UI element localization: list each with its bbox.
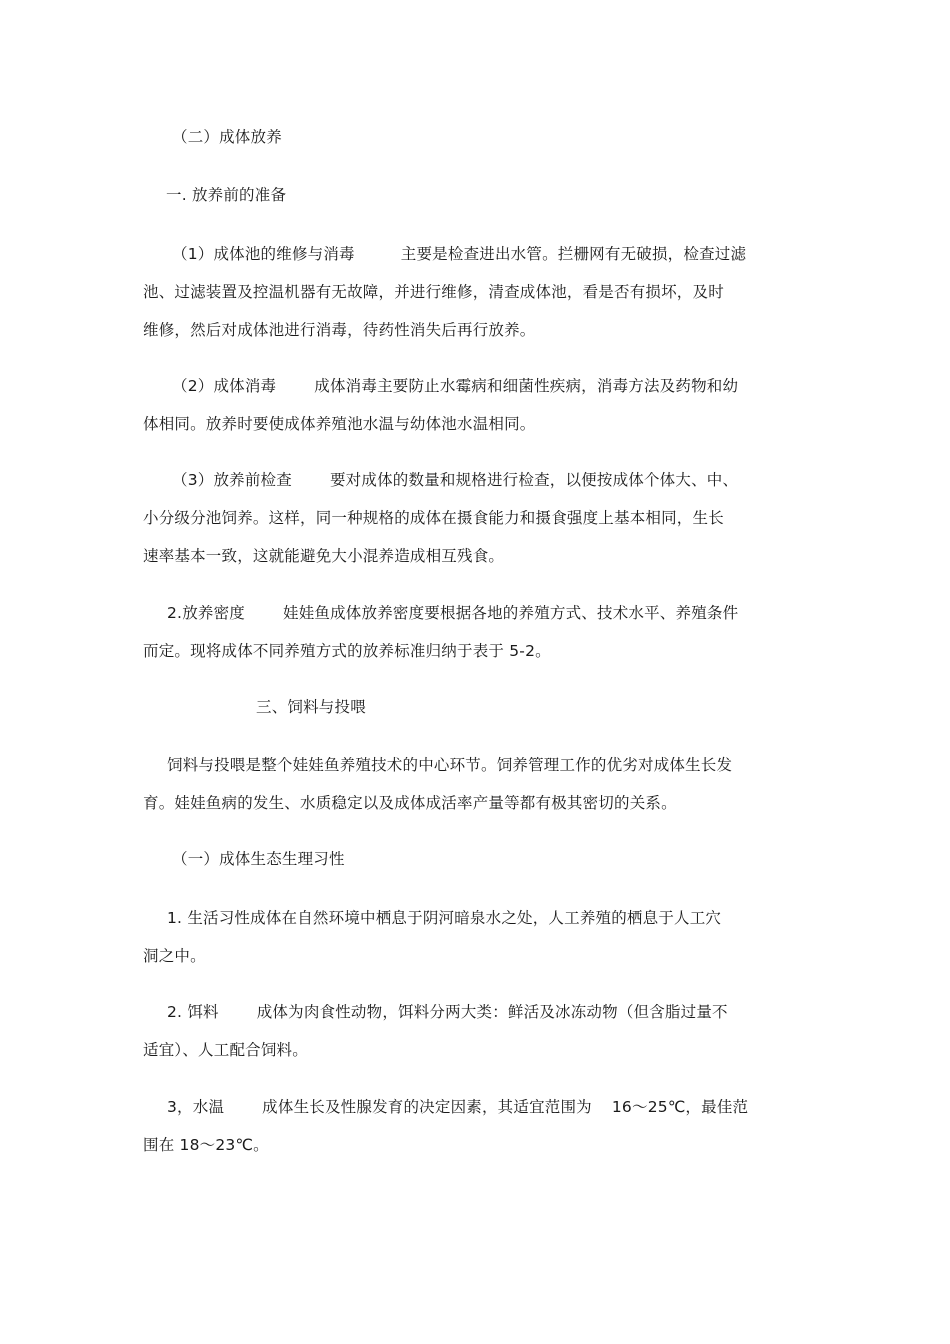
paragraph-label: （3）放养前检查 — [172, 471, 292, 489]
paragraph-water-temperature: 3，水温 成体生长及性腺发育的决定因素，其适宜范围为 16～25℃，最佳范 围在 18～23℃。 — [143, 1098, 749, 1154]
paragraph-adult-disinfection: （2）成体消毒 成体消毒主要防止水霉病和细菌性疾病，消毒方法及药物和幼 体相同。放养时要使成体养殖池水温与幼体池水温相同。 — [143, 377, 739, 433]
paragraph-label: （1）成体池的维修与消毒 — [172, 245, 355, 263]
paragraph-bait: 2. 饵料 成体为肉食性动物，饵料分两大类：鲜活及冰冻动物（但含脂过量不 适宜）、人工配合饲料。 — [143, 1003, 728, 1059]
paragraph-pond-maintenance: （1）成体池的维修与消毒 主要是检查进出水管。拦栅网有无破损，检查过滤 池、过滤装置及控温机器有无故障，并进行维修，清查成体池，看是否有损坏，及时 维修，然后对成体池进行消毒，待药性消失后再行放养。 — [143, 245, 747, 339]
paragraph-stocking-density: 2.放养密度 娃娃鱼成体放养密度要根据各地的养殖方式、技术水平、养殖条件 而定。现将成体不同养殖方式的放养标准归纳于表于 5-2。 — [143, 604, 739, 660]
paragraph-label: 2.放养密度 — [167, 604, 245, 622]
paragraph-feeding-intro: 饲料与投喂是整个娃娃鱼养殖技术的中心环节。饲养管理工作的优劣对成体生长发 育。娃娃鱼病的发生、水质稳定以及成体成活率产量等都有极其密切的关系。 — [143, 756, 733, 812]
heading-feed-and-feeding: 三、饲料与投喂 — [256, 698, 366, 716]
paragraph-pre-stocking-check: （3）放养前检查 要对成体的数量和规格进行检查，以便按成体个体大、中、 小分级分池饲养。这样，同一种规格的成体在摄食能力和摄食强度上基本相同，生长 速率基本一致，这就能避免大小混养造成相互残食。 — [143, 471, 739, 565]
paragraph-label: 2. 饵料 — [167, 1003, 219, 1021]
paragraph-label: （2）成体消毒 — [172, 377, 277, 395]
heading-pre-stocking-prep: 一. 放养前的准备 — [166, 186, 287, 204]
heading-adult-stocking: （二）成体放养 — [172, 128, 282, 146]
paragraph-label: 3，水温 — [167, 1098, 225, 1116]
heading-adult-ecology: （一）成体生态生理习性 — [172, 850, 345, 868]
paragraph-living-habits: 1. 生活习性成体在自然环境中栖息于阴河暗泉水之处，人工养殖的栖息于人工穴 洞之中。 — [143, 909, 722, 965]
